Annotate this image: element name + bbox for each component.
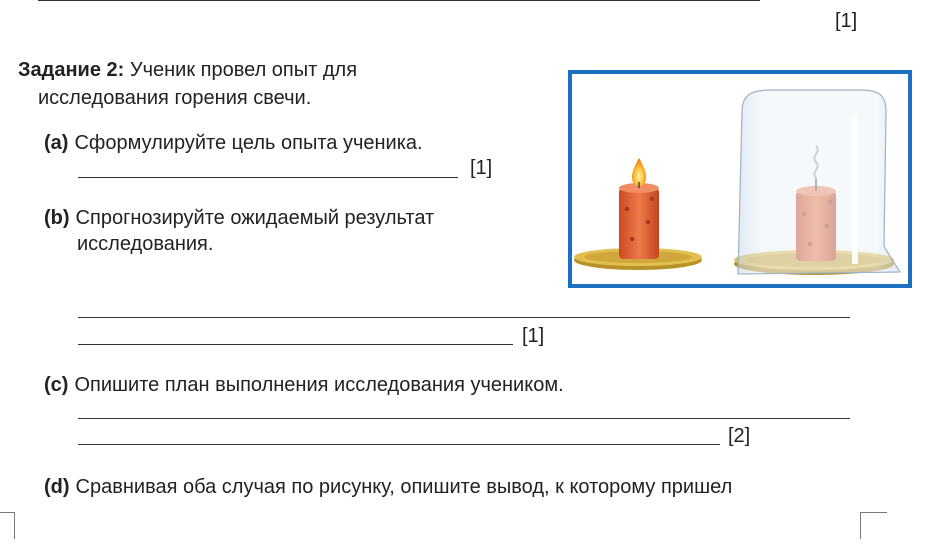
question-c: [44, 372, 564, 398]
page-corner-right: [860, 512, 887, 539]
task-heading: [18, 56, 357, 112]
question-b-text-line2: исследования.: [77, 233, 214, 255]
question-d: [44, 474, 732, 500]
answer-line-a[interactable]: [78, 177, 458, 178]
question-b-letter: (b): [44, 207, 70, 229]
answer-line-c2[interactable]: [78, 444, 720, 445]
mark-c: [2]: [728, 425, 751, 447]
question-a: [44, 130, 423, 156]
question-a-letter: (a): [44, 132, 69, 154]
answer-line-b2[interactable]: [78, 344, 513, 345]
left-candle-group: [574, 158, 702, 270]
answer-line-c1[interactable]: [78, 418, 850, 419]
question-c-letter: (c): [44, 374, 69, 396]
header-mark: [1]: [835, 10, 858, 32]
question-b: [44, 205, 434, 257]
question-c-text: Опишите план выполнения исследования учеником.: [74, 374, 564, 396]
top-answer-line: [38, 0, 760, 1]
question-b-text-line1: Спрогнозируйте ожидаемый результат: [75, 207, 435, 229]
right-candle-group: [734, 90, 900, 275]
mark-b: [1]: [522, 325, 545, 347]
experiment-figure: [568, 70, 912, 288]
mark-a: [1]: [470, 157, 493, 179]
question-d-text: Сравнивая оба случая по рисунку, опишите вывод, к которому пришел: [75, 476, 733, 498]
task-text-line2: исследования горения свечи.: [38, 87, 312, 109]
glass-jar: [738, 90, 900, 274]
answer-line-b1[interactable]: [78, 317, 850, 318]
glass-highlight: [852, 114, 858, 264]
question-d-letter: (d): [44, 476, 70, 498]
task-text-line1: Ученик провел опыт для: [129, 59, 358, 81]
page-corner-left: [0, 512, 15, 539]
question-a-text: Сформулируйте цель опыта ученика.: [74, 132, 423, 154]
task-label: Задание 2:: [18, 59, 125, 81]
candle-experiment-illustration: [572, 74, 908, 284]
